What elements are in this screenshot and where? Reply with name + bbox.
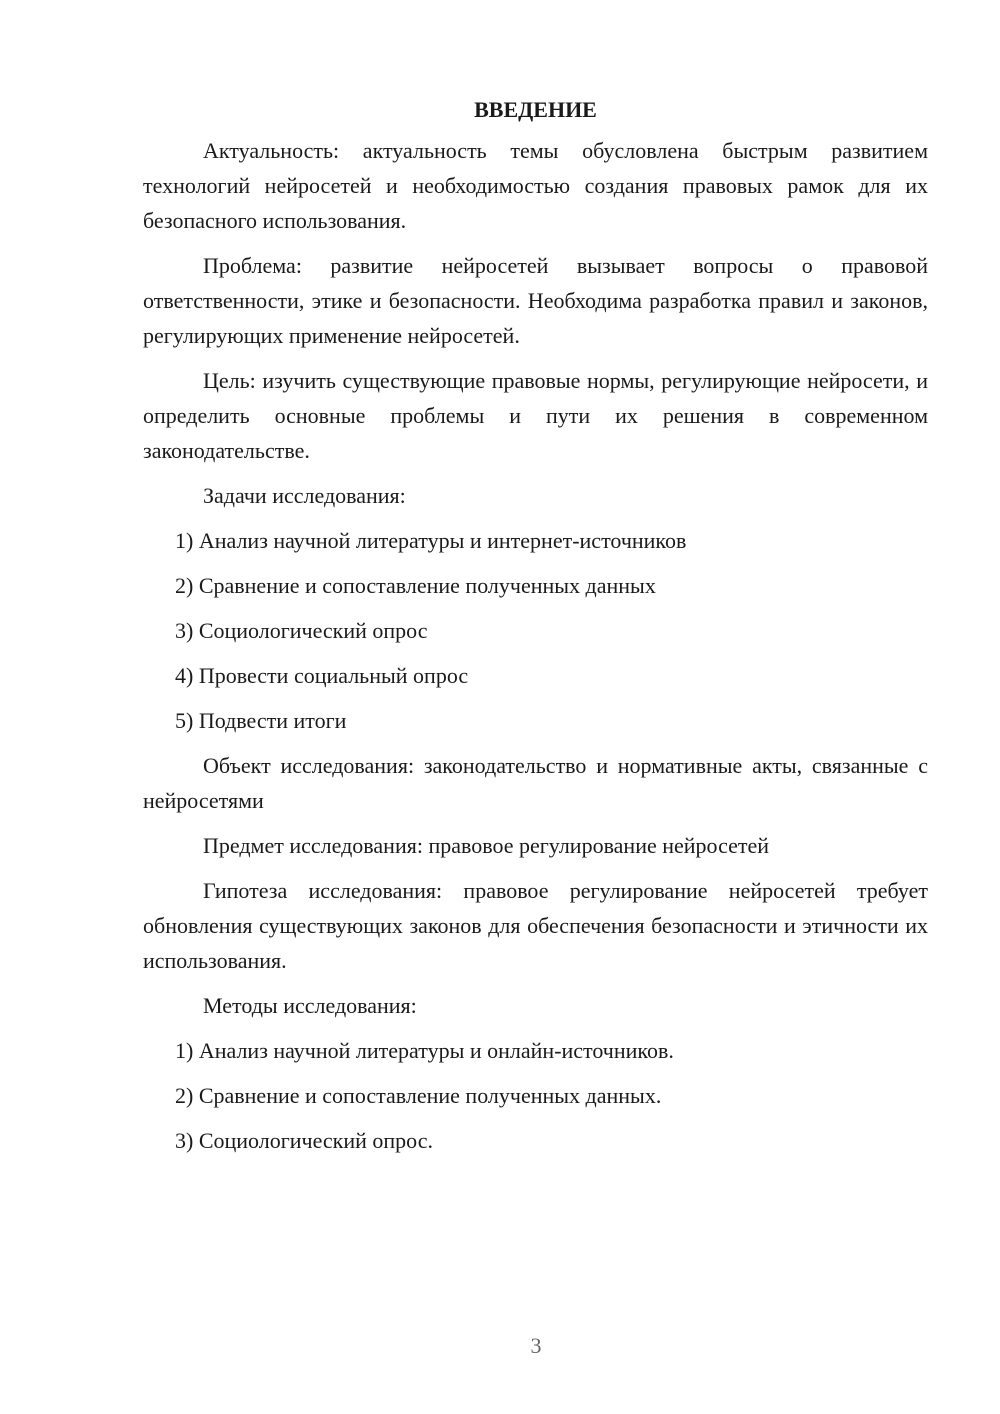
methods-list: [143, 1033, 928, 1158]
task-item: 2) Сравнение и сопоставление полученных данных: [175, 573, 656, 598]
page-content: [143, 92, 928, 1168]
section-title: ВВЕДЕНИЕ: [474, 97, 597, 122]
methods-heading: Методы исследования:: [203, 993, 417, 1018]
object-paragraph: Объект исследования: законодательство и нормативные акты, связанные с нейросетями: [143, 753, 928, 813]
subject-paragraph: Предмет исследования: правовое регулирование нейросетей: [203, 833, 770, 858]
method-item: 3) Социологический опрос.: [175, 1128, 433, 1153]
problem-paragraph: Проблема: развитие нейросетей вызывает вопросы о правовой ответственности, этике и безопасности. Необходима разработка правил и законов, регулирующих применение нейросетей.: [143, 253, 928, 348]
tasks-heading: Задачи исследования:: [203, 483, 406, 508]
task-item: 1) Анализ научной литературы и интернет-источников: [175, 528, 687, 553]
task-item: 5) Подвести итоги: [175, 708, 347, 733]
goal-paragraph: Цель: изучить существующие правовые нормы, регулирующие нейросети, и определить основные проблемы и пути их решения в современном законодательстве.: [143, 368, 928, 463]
page-number: 3: [530, 1333, 542, 1358]
relevance-paragraph: Актуальность: актуальность темы обусловлена быстрым развитием технологий нейросетей и необходимостью создания правовых рамок для их безопасного использования.: [143, 138, 928, 233]
method-item: 1) Анализ научной литературы и онлайн-источников.: [175, 1038, 674, 1063]
hypothesis-paragraph: Гипотеза исследования: правовое регулирование нейросетей требует обновления существующих законов для обеспечения безопасности и этичности их использования.: [143, 878, 928, 973]
task-item: 4) Провести социальный опрос: [175, 663, 469, 688]
method-item: 2) Сравнение и сопоставление полученных данных.: [175, 1083, 662, 1108]
task-item: 3) Социологический опрос: [175, 618, 428, 643]
tasks-list: [143, 523, 928, 738]
